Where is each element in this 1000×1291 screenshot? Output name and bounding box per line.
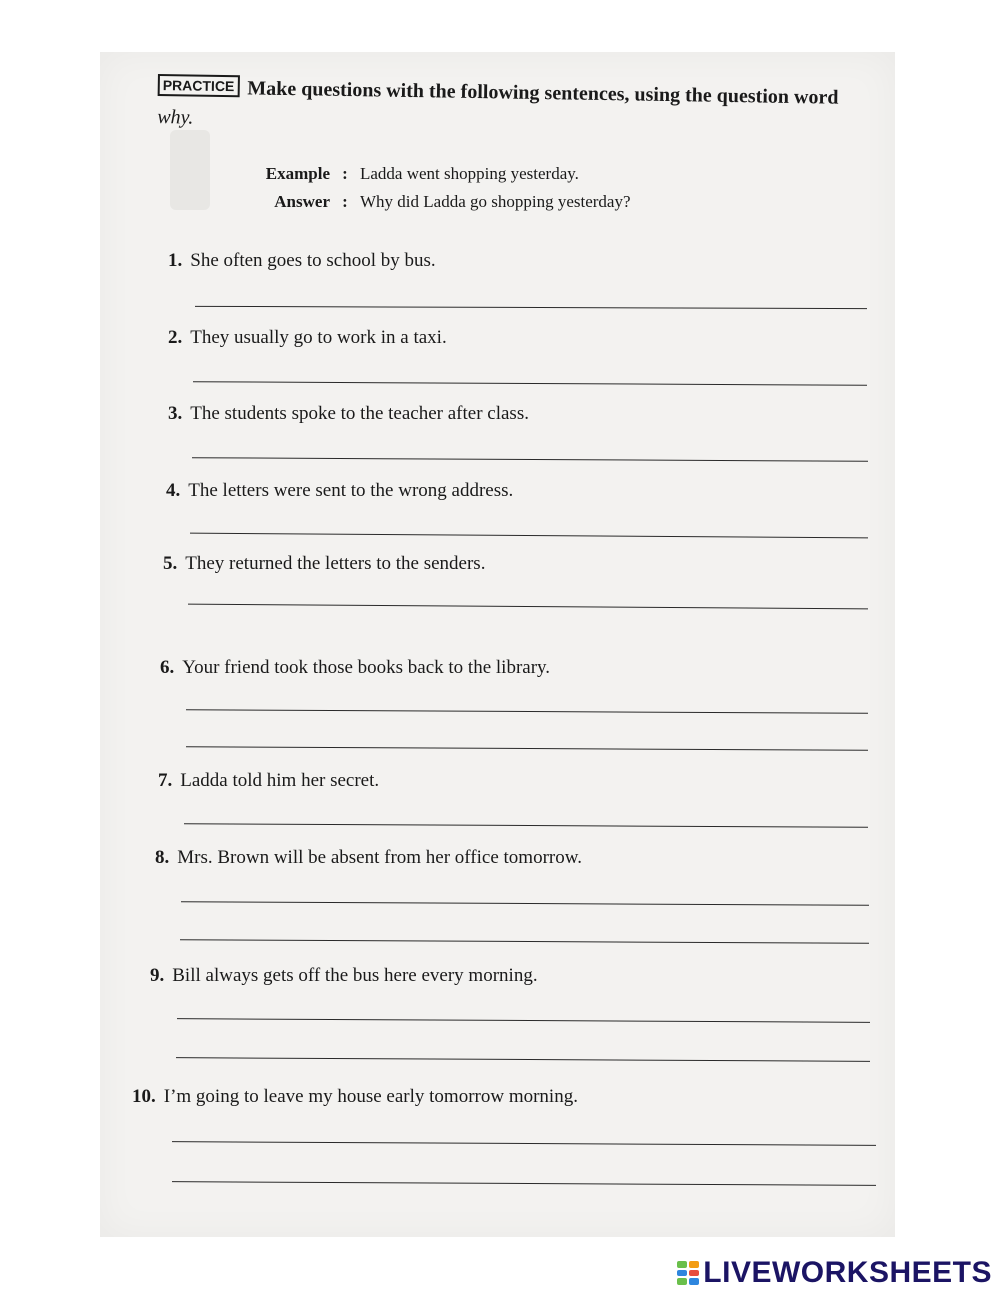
question-text: Bill always gets off the bus here every morning. [172, 965, 538, 986]
answer-text: Why did Ladda go shopping yesterday? [360, 192, 631, 211]
question-number: 4. [166, 480, 181, 501]
question-5 [163, 553, 485, 575]
question-text: Your friend took those books back to the library. [182, 657, 551, 678]
question-8 [155, 847, 582, 869]
practice-tag: PRACTICE [158, 74, 240, 97]
question-number: 10. [132, 1086, 156, 1107]
question-text: They returned the letters to the senders. [185, 553, 486, 574]
question-text: They usually go to work in a taxi. [190, 327, 447, 348]
question-number: 6. [160, 657, 175, 678]
example-text: Ladda went shopping yesterday. [360, 164, 579, 183]
example-label: Example [265, 164, 330, 183]
liveworksheets-logo-icon [677, 1261, 699, 1285]
question-text: Mrs. Brown will be absent from her office tomorrow. [177, 847, 582, 868]
question-2 [168, 327, 447, 349]
question-text: Ladda told him her secret. [180, 770, 380, 791]
question-1 [168, 250, 436, 272]
question-text: She often goes to school by bus. [190, 250, 436, 271]
question-4 [166, 480, 513, 502]
question-text: The letters were sent to the wrong address. [188, 480, 514, 501]
question-7 [158, 770, 379, 792]
question-text: The students spoke to the teacher after class. [190, 403, 529, 424]
question-number: 2. [168, 327, 183, 348]
answer-row [256, 188, 631, 216]
instruction-text: Make questions with the following sentences, using the question word [247, 77, 839, 109]
question-number: 1. [168, 250, 183, 271]
logo-text: LIVEWORKSHEETS [703, 1256, 992, 1289]
liveworksheets-logo [677, 1256, 992, 1290]
example-colon: : [342, 164, 348, 183]
example-row [256, 160, 631, 188]
question-number: 3. [168, 403, 183, 424]
question-6 [160, 657, 550, 679]
example-block [256, 160, 631, 216]
question-number: 7. [158, 770, 173, 791]
question-number: 5. [163, 553, 178, 574]
question-9 [150, 965, 538, 987]
question-3 [168, 403, 529, 425]
question-number: 9. [150, 965, 165, 986]
question-number: 8. [155, 847, 170, 868]
question-text: I’m going to leave my house early tomorrow morning. [163, 1086, 578, 1107]
answer-label: Answer [274, 192, 330, 211]
question-10 [132, 1086, 578, 1108]
answer-colon: : [342, 192, 348, 211]
question-word: why. [157, 105, 194, 129]
instruction-header [157, 72, 878, 143]
